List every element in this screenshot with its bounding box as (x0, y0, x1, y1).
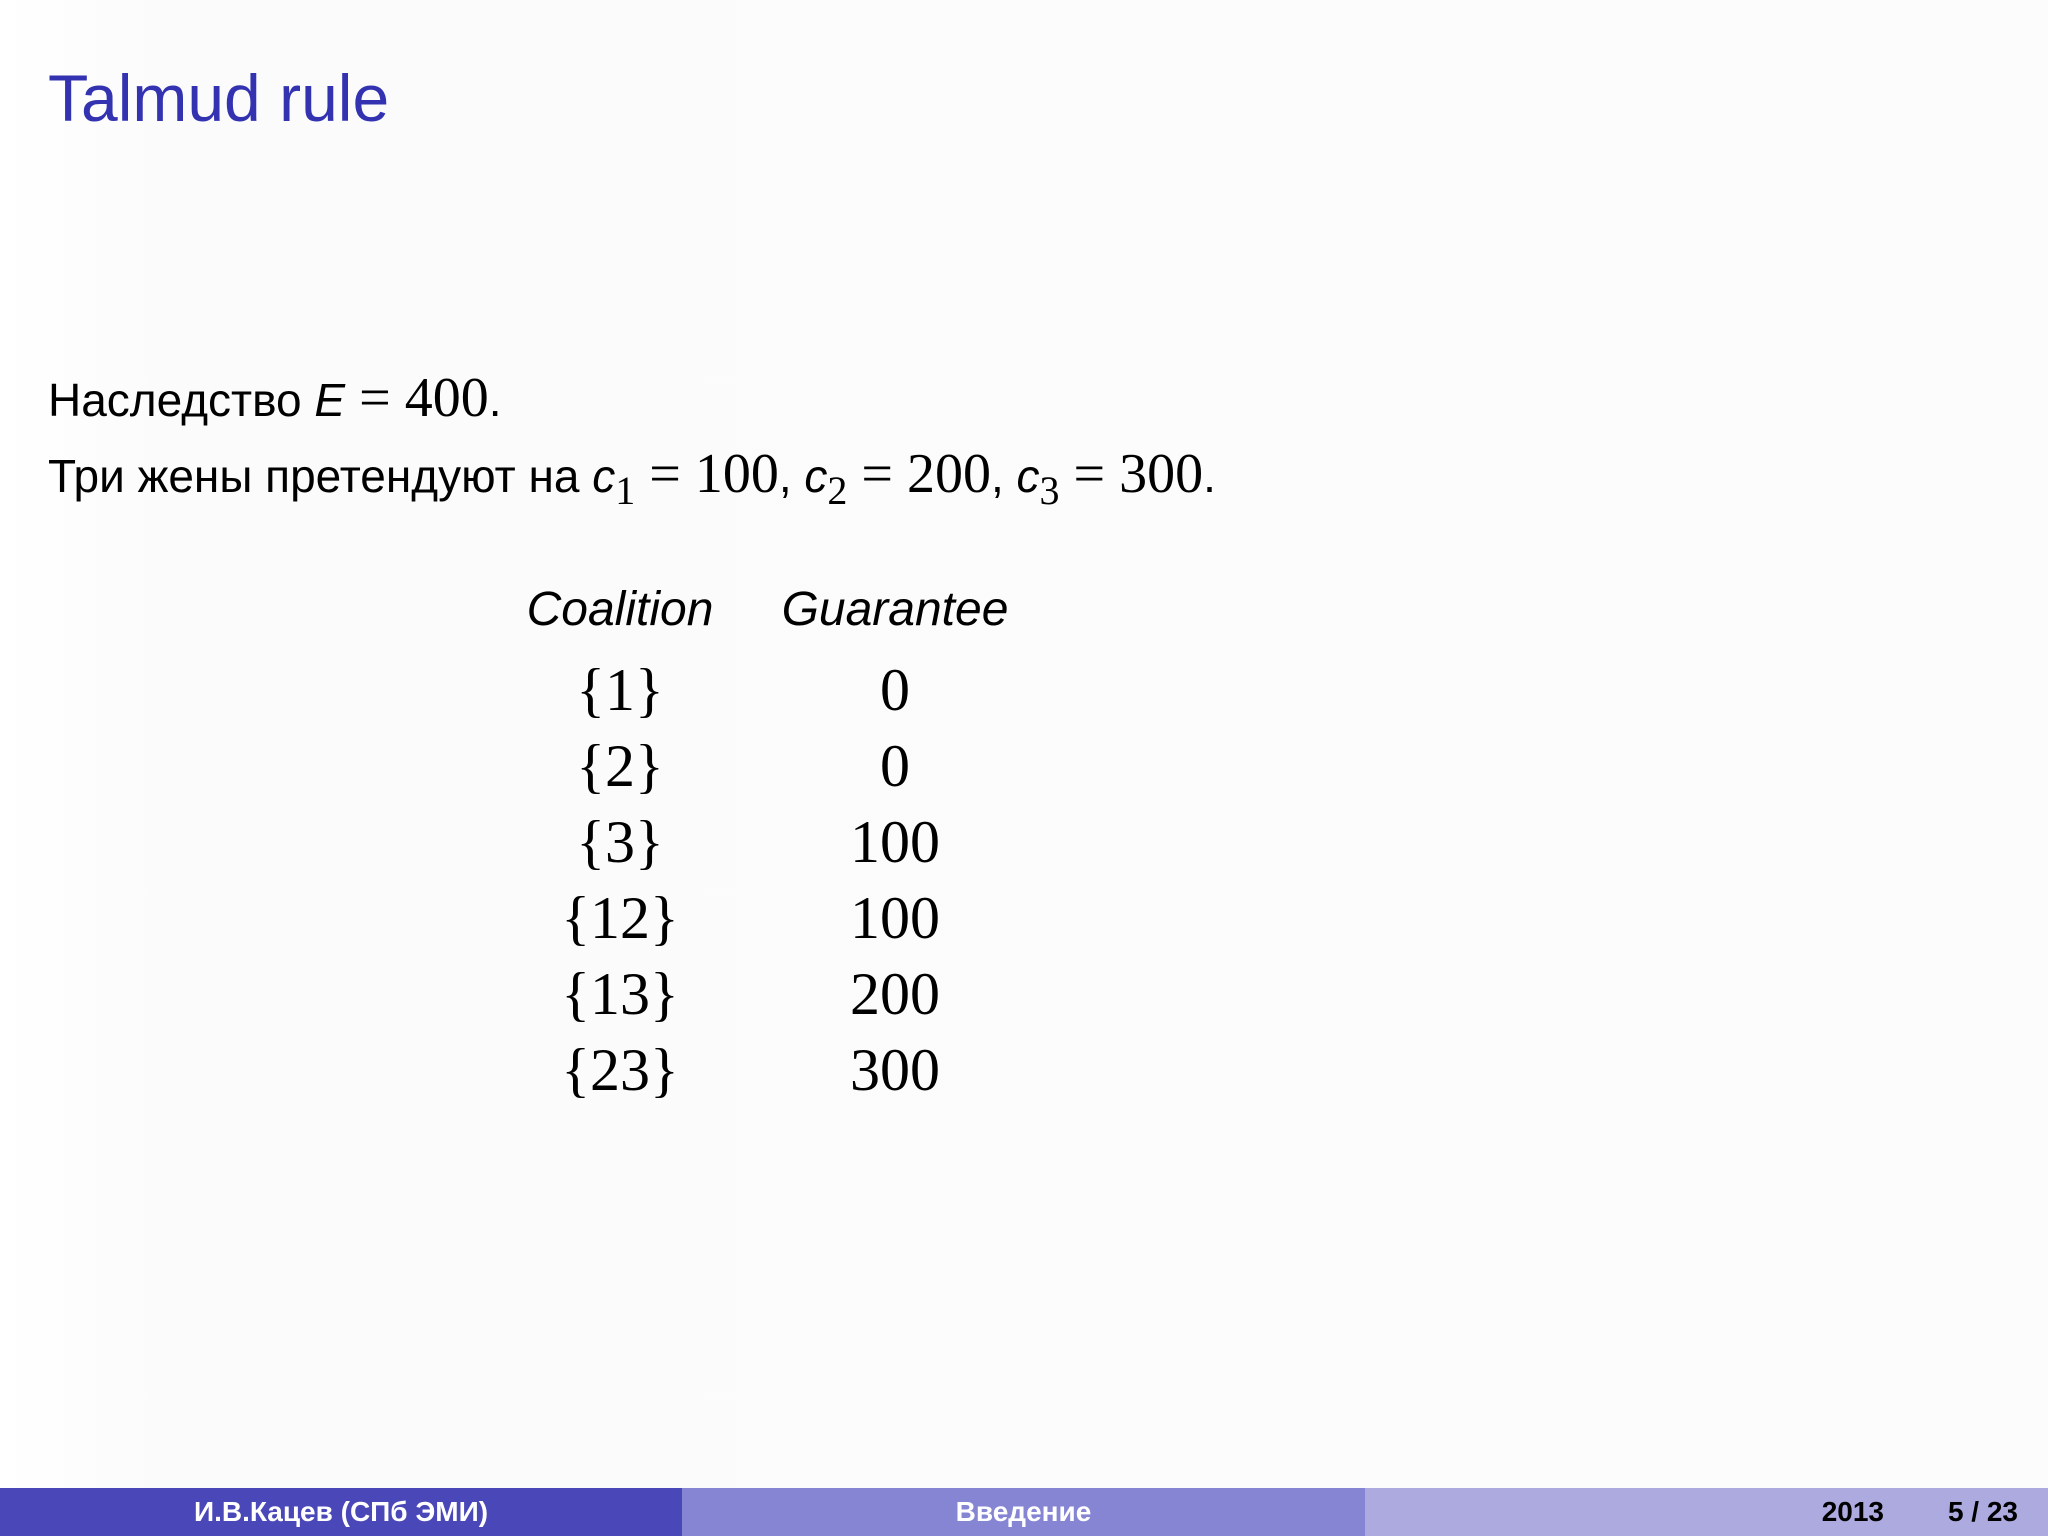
cell-guarantee: 300 (850, 1037, 940, 1103)
inheritance-text: Наследство (48, 374, 315, 426)
footer-author: И.В.Кацев (СПб ЭМИ) (0, 1488, 682, 1536)
equals-sign: = (861, 443, 893, 505)
cell-coalition: {12} (561, 885, 679, 951)
equals-sign: = (1073, 443, 1106, 505)
claim-value: 300 (1119, 443, 1204, 505)
claim-separator: , (990, 450, 1017, 502)
cell-guarantee: 100 (850, 885, 940, 951)
cell-guarantee: 100 (850, 809, 940, 875)
page-counter: 5 / 23 (1947, 1496, 2018, 1527)
cell-guarantee: 200 (850, 961, 940, 1027)
claim-variable: c (592, 450, 616, 502)
cell-coalition: {13} (561, 961, 679, 1027)
estate-value: 400 (404, 367, 489, 429)
cell-coalition: {2} (576, 733, 664, 799)
cell-guarantee: 0 (880, 733, 910, 799)
claim-separator: . (1203, 450, 1216, 502)
claims-line (48, 443, 1216, 513)
equals-sign: = (649, 443, 681, 505)
claim-value: 200 (906, 443, 991, 505)
claim-subscript: 3 (1039, 468, 1060, 513)
cell-coalition: {3} (576, 809, 664, 875)
claims-text: Три жены претендуют на (48, 450, 593, 502)
header-coalition: Coalition (526, 583, 714, 636)
equals-sign: = (359, 367, 391, 429)
slide-title: Talmud rule (48, 61, 390, 135)
cell-guarantee: 0 (880, 657, 910, 723)
footer-bar (0, 1488, 2048, 1536)
claim-variable: c (1016, 450, 1040, 502)
cell-coalition: {1} (576, 657, 664, 723)
claim-value: 100 (694, 443, 779, 505)
header-guarantee: Guarantee (781, 583, 1009, 636)
line-end: . (488, 374, 502, 426)
claim-subscript: 2 (827, 468, 848, 513)
footer-section: Введение (682, 1488, 1365, 1536)
claim-variable: c (804, 450, 828, 502)
inheritance-line (48, 368, 501, 430)
claim-subscript: 1 (615, 468, 636, 513)
footer-year: 2013 (1821, 1496, 1884, 1527)
cell-coalition: {23} (561, 1037, 679, 1103)
footer-info (1365, 1488, 2048, 1536)
claim-separator: , (778, 450, 805, 502)
estate-variable: E (314, 374, 346, 426)
